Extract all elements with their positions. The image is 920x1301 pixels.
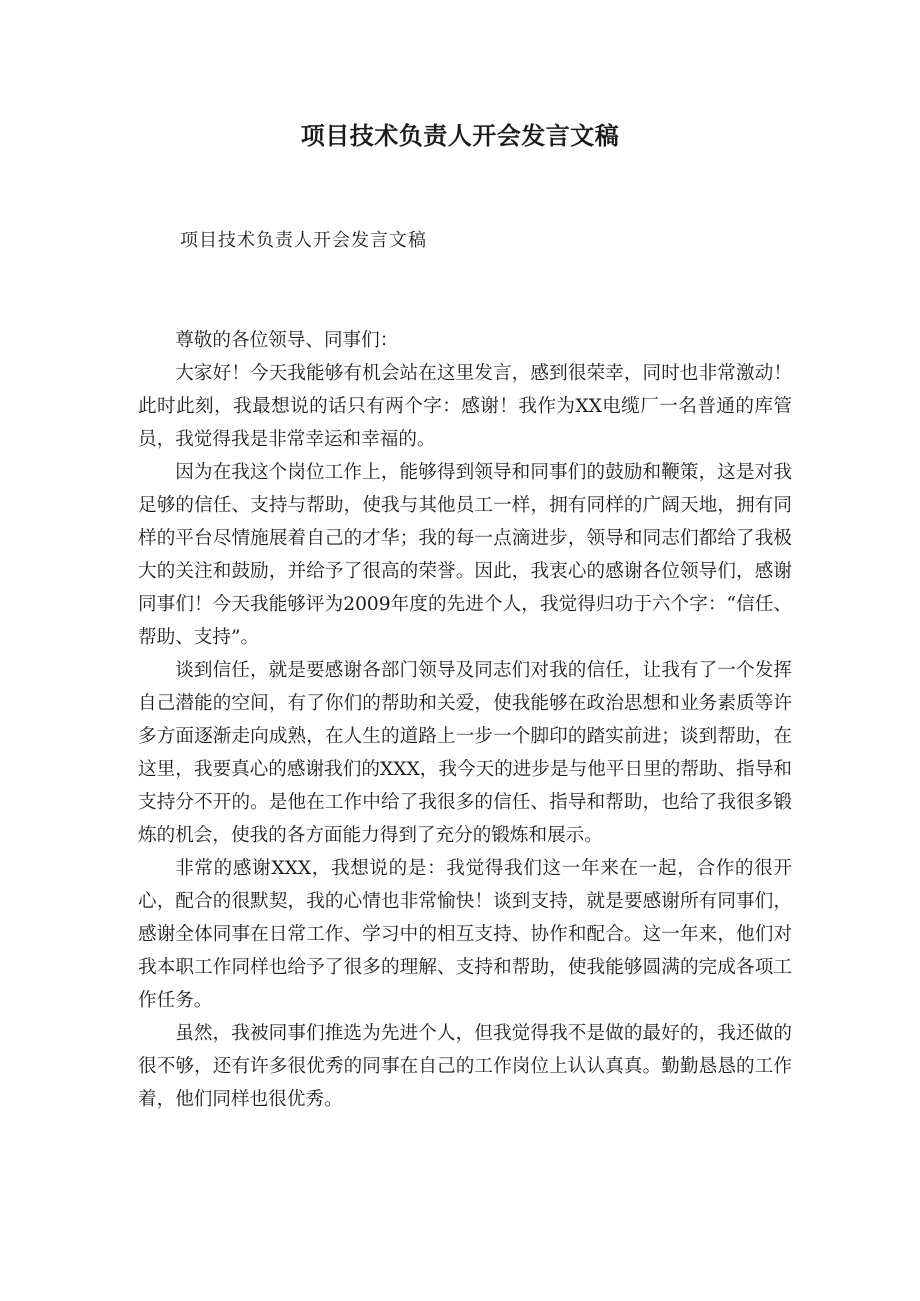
document-body [138, 324, 792, 1116]
document-subtitle: 项目技术负责人开会发言文稿 [180, 230, 427, 251]
salutation-paragraph: 尊敬的各位领导、同事们： [175, 330, 399, 351]
body-paragraph: 非常的感谢XXX，我想说的是：我觉得我们这一年来在一起，合作的很开心，配合的很默契，我的心情也非常愉快！谈到支持，就是要感谢所有同事们，感谢全体同事在日常工作、学习中的相互支持、协作和配合。这一年来，他们对我本职工作同样也给予了很多的理解、支持和帮助，使我能够圆满的完成各项工作任务。 [138, 858, 792, 1011]
body-paragraph: 大家好！今天我能够有机会站在这里发言，感到很荣幸，同时也非常激动！此时此刻，我最想说的话只有两个字：感谢！我作为XX电缆厂一名普通的库管员，我觉得我是非常幸运和幸福的。 [138, 363, 792, 450]
body-paragraph: 谈到信任，就是要感谢各部门领导及同志们对我的信任，让我有了一个发挥自己潜能的空间，有了你们的帮助和关爱，使我能够在政治思想和业务素质等许多方面逐渐走向成熟，在人生的道路上一步一个脚印的踏实前进；谈到帮助，在这里，我要真心的感谢我们的XXX，我今天的进步是与他平日里的帮助、指导和支持分不开的。是他在工作中给了我很多的信任、指导和帮助，也给了我很多锻炼的机会，使我的各方面能力得到了充分的锻炼和展示。 [138, 660, 792, 846]
body-paragraph: 虽然，我被同事们推选为先进个人，但我觉得我不是做的最好的，我还做的很不够，还有许多很优秀的同事在自己的工作岗位上认认真真。勤勤恳恳的工作着，他们同样也很优秀。 [138, 1023, 792, 1110]
document-title: 项目技术负责人开会发言文稿 [300, 122, 620, 150]
body-paragraph: 因为在我这个岗位工作上，能够得到领导和同事们的鼓励和鞭策，这是对我足够的信任、支持与帮助，使我与其他员工一样，拥有同样的广阔天地，拥有同样的平台尽情施展着自己的才华；我的每一点滴进步，领导和同志们都给了我极大的关注和鼓励，并给予了很高的荣誉。因此，我衷心的感谢各位领导们，感谢同事们！今天我能够评为2009年度的先进个人，我觉得归功于六个字：“信任、帮助、支持”。 [138, 462, 792, 648]
